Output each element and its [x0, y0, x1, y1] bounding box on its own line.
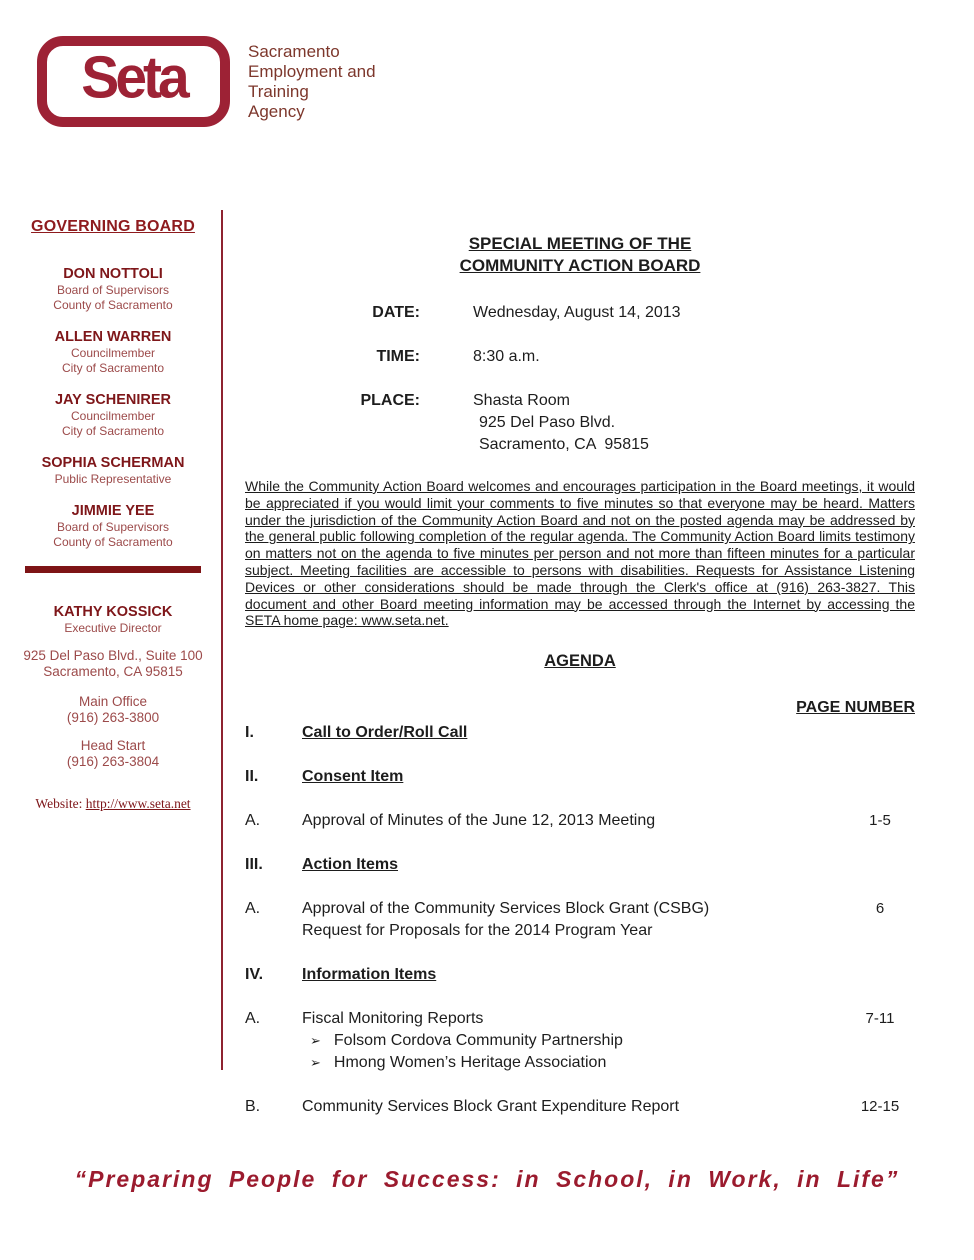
detail-value-line: 8:30 a.m. [473, 348, 540, 365]
detail-values [420, 390, 649, 456]
agenda-item-marker: A. [245, 900, 261, 918]
contact-label: Head Start [80, 738, 146, 753]
agenda-item [245, 854, 915, 876]
sidebar-divider-bar [25, 566, 201, 573]
agenda-item-text [302, 964, 915, 986]
member-role-line: County of Sacramento [53, 298, 173, 312]
detail-label: DATE: [372, 304, 420, 321]
member-role-line: Board of Supervisors [56, 283, 170, 297]
agenda-item-marker: A. [245, 812, 261, 830]
agenda-item [245, 964, 915, 986]
bullet-text: Folsom Cordova Community Partnership [333, 1032, 623, 1050]
member-name: JIMMIE YEE [71, 503, 155, 519]
agenda-item-marker: I. [245, 724, 254, 742]
member-role-line: Public Representative [54, 472, 172, 486]
agenda-item-text [302, 898, 915, 942]
agenda-item-line: Consent Item [302, 768, 404, 786]
agenda-item-line: Community Services Block Grant Expenditure Report [302, 1098, 680, 1116]
agenda-item [245, 898, 915, 942]
detail-label: TIME: [376, 348, 420, 365]
member-roles [14, 283, 212, 313]
public-participation-notice: While the Community Action Board welcomes and encourages participation in the Board meetings, it would be appreciated if you would limit your comments to five minutes so that everyone may be heard. Matters under the jurisdiction of the Community Action Board and not on the posted agenda may be addressed by the general public following completion of the regular agenda. The Community Action Board limits testimony on matters not on the agenda to five minutes per person and not more than fifteen minutes for a particular subject. Meeting facilities are accessible to persons with disabilities. Requests for Assistance Listening Devices or other considerations should be made through the Clerk's office at (916) 263-3827. This document and other Board meeting information may be accessed through the Internet by accessing the SETA home page: www.seta.net. [245, 478, 915, 629]
detail-label: PLACE: [360, 392, 420, 409]
arrow-bullet-icon: ➢ [310, 1033, 321, 1049]
agenda-item-line: Approval of Minutes of the June 12, 2013 Meeting [302, 812, 656, 830]
agency-name-line: Training [248, 82, 309, 101]
agenda-item-text [302, 1096, 915, 1118]
agenda-item-text [302, 854, 915, 876]
meeting-title-line2: COMMUNITY ACTION BOARD [459, 256, 701, 275]
detail-values [420, 346, 540, 368]
member-role-line: Board of Supervisors [56, 520, 170, 534]
detail-value-line: 925 Del Paso Blvd. [479, 414, 616, 431]
agenda-item-marker: A. [245, 1010, 261, 1028]
main-content [245, 233, 915, 1140]
footer-tagline: “Preparing People for Success: in School, in Work, in Life” [74, 1166, 900, 1192]
director-name: KATHY KOSSICK [53, 604, 173, 620]
board-member [14, 391, 212, 439]
bullet-text: Hmong Women’s Heritage Association [333, 1054, 607, 1072]
meeting-details [245, 302, 915, 456]
contact-label: Main Office [78, 694, 148, 709]
agenda-item-pages: 12-15 [860, 1098, 900, 1116]
agenda-sub-bullet [310, 1030, 820, 1052]
board-member [14, 328, 212, 376]
member-role-line: Councilmember [70, 409, 156, 423]
address-line: 925 Del Paso Blvd., Suite 100 [23, 648, 203, 663]
agenda-item-line: Action Items [302, 856, 399, 874]
agenda-sub-bullet [310, 1052, 820, 1074]
governing-board-heading: GOVERNING BOARD [31, 218, 195, 235]
member-roles [14, 409, 212, 439]
member-name: SOPHIA SCHERMAN [41, 455, 185, 471]
meeting-detail-row [245, 346, 915, 368]
address-line: Sacramento, CA 95815 [43, 664, 183, 679]
member-roles [14, 346, 212, 376]
director-title: Executive Director [64, 621, 162, 635]
agenda-item-text [302, 810, 915, 832]
vertical-divider [221, 210, 223, 1070]
agenda-item-pages: 7-11 [865, 1010, 895, 1028]
agenda-item [245, 722, 915, 744]
agency-name-line: Agency [248, 102, 305, 121]
contact-phone: (916) 263-3800 [66, 710, 160, 725]
agenda-item-text [302, 722, 915, 744]
agenda-item-text [302, 1008, 915, 1074]
meeting-detail-row [245, 390, 915, 456]
seta-logo [37, 36, 230, 127]
member-name: ALLEN WARREN [54, 329, 172, 345]
agenda-item-marker: B. [245, 1098, 261, 1116]
detail-values [420, 302, 681, 324]
agency-name-line: Sacramento [248, 42, 340, 61]
contact-list [14, 694, 212, 770]
agenda-heading: AGENDA [544, 652, 616, 671]
page-number-heading: PAGE NUMBER [796, 699, 915, 717]
agenda-items [245, 722, 915, 1118]
website-label: Website: [35, 796, 83, 811]
agenda-item-line: Fiscal Monitoring Reports [302, 1010, 484, 1028]
agenda-item [245, 1008, 915, 1074]
member-role-line: Councilmember [70, 346, 156, 360]
member-role-line: City of Sacramento [61, 361, 165, 375]
agenda-item-line: Call to Order/Roll Call [302, 724, 468, 742]
contact-block [14, 694, 212, 726]
member-roles [14, 472, 212, 487]
agency-name [248, 42, 376, 122]
meeting-title-line1: SPECIAL MEETING OF THE [468, 234, 692, 253]
agenda-item [245, 766, 915, 788]
contact-phone: (916) 263-3804 [66, 754, 160, 769]
meeting-title [245, 233, 915, 277]
website-line [14, 796, 212, 812]
member-role-line: City of Sacramento [61, 424, 165, 438]
arrow-bullet-icon: ➢ [310, 1055, 321, 1071]
board-members [14, 265, 212, 550]
agenda-item-line: Information Items [302, 966, 437, 984]
sidebar [14, 218, 212, 812]
website-link[interactable]: http://www.seta.net [85, 796, 191, 811]
agency-name-line: Employment and [248, 62, 376, 81]
seta-logo-text: Seta [81, 44, 186, 112]
member-name: DON NOTTOLI [63, 266, 163, 282]
agenda-item-marker: III. [245, 856, 263, 874]
agenda-item-text [302, 766, 915, 788]
agenda-item-marker: IV. [245, 966, 264, 984]
agenda-item-pages: 6 [875, 900, 885, 918]
board-member [14, 502, 212, 550]
agenda-item [245, 1096, 915, 1118]
member-roles [14, 520, 212, 550]
board-member [14, 265, 212, 313]
contact-block [14, 738, 212, 770]
agency-address [14, 648, 212, 680]
member-role-line: County of Sacramento [53, 535, 173, 549]
meeting-detail-row [245, 302, 915, 324]
board-member [14, 454, 212, 487]
detail-value-line: Sacramento, CA 95815 [479, 436, 649, 453]
detail-value-line: Shasta Room [473, 392, 570, 409]
executive-director [14, 603, 212, 636]
agenda-item-line: Request for Proposals for the 2014 Program Year [302, 922, 653, 940]
agenda-item-marker: II. [245, 768, 259, 786]
agenda-item-line: Approval of the Community Services Block Grant (CSBG) [302, 900, 710, 918]
agenda-item-pages: 1-5 [869, 812, 891, 830]
detail-value-line: Wednesday, August 14, 2013 [473, 304, 681, 321]
member-name: JAY SCHENIRER [54, 392, 172, 408]
agenda-item [245, 810, 915, 832]
